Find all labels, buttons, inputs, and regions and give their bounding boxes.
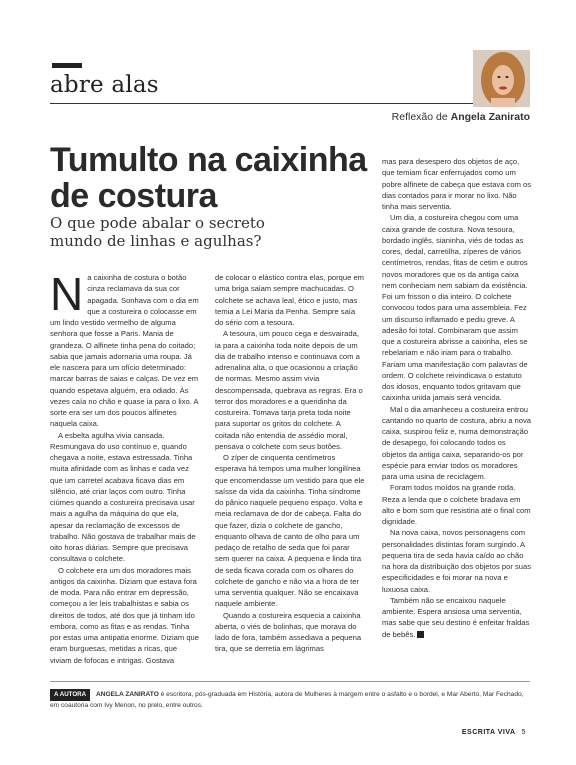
article-title: Tumulto na caixinha de costura bbox=[50, 141, 367, 215]
paragraph: Quando a costureira esquecia a caixinha aberta, o viés de bolinhas, que morava do lado de fora, também assediava a pequena tira, que se derretia em lágrimas bbox=[215, 610, 362, 654]
footer-divider bbox=[50, 681, 530, 682]
paragraph: O colchete era um dos moradores mais antigos da caixinha. Diziam que estava fora de moda. Para não entrar em depressão, começou a ler leis trabalhistas e sabia os direitos de todos, até dos que já tinham ido embora, como as fitas e as rendas. Tinha por estas uma antipatia enorme. Diziam que eram burguesas, metidas a ricas, que viviam de fofocas e intrigas. Gostava bbox=[50, 565, 199, 665]
author-bio bbox=[50, 689, 530, 711]
drop-cap: N bbox=[50, 268, 84, 320]
paragraph: a caixinha de costura o botão cinza reclamava da sua cor apagada. Sonhava com o dia em que a costureira o colocasse em um lindo vestido vermelho de alguma senhora que fosse a Paris. Mania de grandeza. O alfinete tinha pena do coitado; sabia que jamais adornaria uma roupa. Já ele nascera para um ofício determinado: marcar barras de saias e calças. De vez em quando espetava alguém, era odiado. Às vezes caía no chão e quase ia para o lixo. A sorte era ser um dos poucos alfinetes naquela caixa. bbox=[50, 273, 199, 429]
text-column-2 bbox=[215, 272, 365, 655]
magazine-footer bbox=[462, 729, 526, 736]
author-badge: A AUTORA bbox=[50, 689, 90, 701]
paragraph: O zíper de cinquenta centímetros esperava há tempos uma mulher longilínea que encomendasse um vestido para que ele saísse da vida da caixinha. Tinha síndrome do pânico naquele pequeno espaço. Volta e meia reclamava de dor de cabeça. Falta do que fazer, dizia o colchete de gancho, enquanto olhava de canto de olho para um pedaço de retalho de seda que foi parar sem querer na caixa. A pequena e linda tira de seda ficava corada com os olhares do colchete de gancho e não via a hora de ter uma serventia qualquer. Não se encaixava naquele ambiente. bbox=[215, 453, 365, 609]
paragraph: mas para desespero dos objetos de aço, que temiam ficar enferrujados como um pobre alfinete de cabeça que estava com os dias contados para ir morar no lixo. Não tinha mais serventia. bbox=[382, 157, 532, 211]
paragraph: de colocar o elástico contra elas, porque em uma briga saiam sempre machucadas. O colchete se achava leal, ético e justo, mas temia a Lei Maria da Penha. Sempre saía do sério com a tesoura. bbox=[215, 273, 365, 327]
magazine-name: ESCRITA VIVA bbox=[461, 729, 516, 736]
byline-prefix: Reflexão de bbox=[391, 111, 448, 123]
bio-author-name: ANGELA ZANIRATO bbox=[95, 691, 159, 698]
text-column-1 bbox=[50, 268, 200, 666]
section-title: abre alas bbox=[50, 72, 159, 98]
author-portrait-image bbox=[473, 50, 530, 107]
paragraph bbox=[382, 595, 532, 640]
author-photo bbox=[473, 50, 530, 107]
end-mark-icon: E bbox=[417, 631, 424, 638]
paragraph: Foram todos moídos na grande roda. Reza a lenda que o colchete bradava em alto e bom som que resistiria até o final com dignidade. bbox=[382, 483, 531, 526]
byline-author: Angela Zanirato bbox=[450, 111, 530, 123]
article-subtitle: O que pode abalar o secreto mundo de linhas e agulhas? bbox=[50, 214, 265, 250]
text-column-3 bbox=[382, 156, 532, 640]
paragraph: Mal o dia amanheceu a costureira entrou cantando no quarto de costura, abriu a nova caixa, suspirou feliz e, numa demonstração de desapego, foi colocando todos os objetos da antiga caixa, separando-os por espécie para enviar todos os moradores para uma usina de reciclagem. bbox=[382, 404, 532, 481]
byline bbox=[392, 111, 530, 123]
section-divider bbox=[50, 103, 530, 104]
paragraph: A esbelta agulha vivia cansada. Resmungava do uso contínuo e, quando chegava a noite, estava estressada. Tinha muita afinidade com as linhas e cada vez que um carretel acabava ficava dias em silêncio, até criar laços com outro. Tinha ciúmes quando a costureira precisava usar mais a agulha da máquina do que ela, apesar da reclamação de excessos de trabalho. Não gostava de trabalhar mais de oito horas diárias. Sempre que precisava consultava o colchete. bbox=[50, 430, 196, 564]
paragraph-text: Também não se encaixou naquele ambiente. Espera ansiosa uma serventia, mas sabe que seu destino é enfeitar fraldas de bebês. bbox=[382, 595, 530, 639]
paragraph: Na nova caixa, novos personagens com personalidades distintas foram surgindo. A pequena tira de seda havia caído ao chão na hora da distribuição dos objetos por suas especificidades e foi morar na nova e luxuosa caixa. bbox=[382, 528, 532, 594]
bio-text: é escritora, pós-graduada em História, autora de Mulheres à margem entre o asfalto e o bordel, e Mar Aberto, Mar Fechado, em coautoria com Ivy Menon, no prelo, entre outros. bbox=[50, 691, 524, 709]
paragraph: Um dia, a costureira chegou com uma caixa grande de costura. Nova tesoura, bordado inglês, sianinha, viés de todas as cores, dedal, carretilha, zíperes de vários centímetros, rendas, fitas de cetim e outros novos moradores que os da antiga caixa nem conheciam nem sabiam da existência. Foi um frisson o dia inteiro. O colchete convocou todos para uma assembleia. Fez um discurso inflamado e pediu greve. A adesão foi total. Combinaram que assim que a costureira abrisse a caixinha, eles se rebelariam e não iriam para o trabalho. Fariam uma manifestação com palavras de ordem. O colchete reivindicava o estatuto dos idosos, enquanto todos gritavam que caixinha unida jamais será vencida. bbox=[382, 213, 528, 403]
paragraph: A tesoura, um pouco cega e desvairada, ia para a caixinha toda noite depois de um dia de trabalho intenso e continuava com a adrenalina alta, o que ocasionou a criação de normas. Mesmo assim vivia descompensada, quebrava as regras. Era o terror dos moradores e a queridinha da costureira. Tomava tarja preta toda noite para suportar os gritos do colchete. A coitada não entendia de assédio moral, pensava o colchete com seus botões. bbox=[215, 329, 363, 451]
section-bar bbox=[52, 63, 82, 68]
page-number: 5 bbox=[521, 729, 526, 736]
